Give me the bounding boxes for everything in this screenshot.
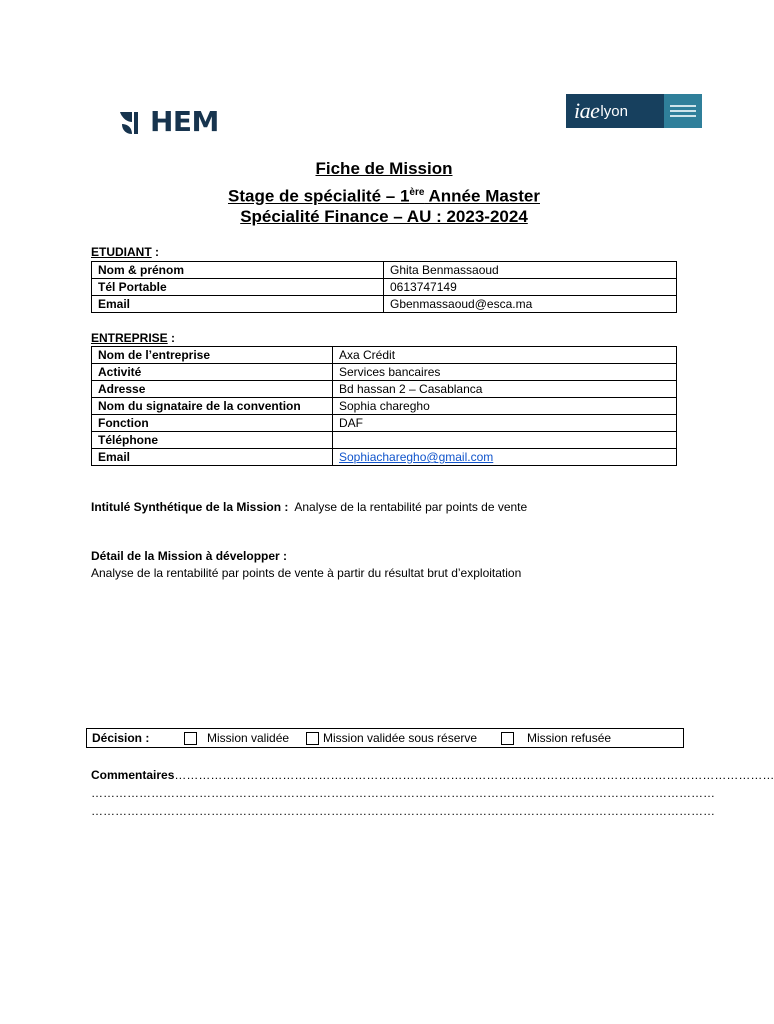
table-key: Adresse [92, 381, 333, 398]
table-value [333, 432, 677, 449]
company-email-link[interactable]: Sophiacharegho@gmail.com [339, 450, 494, 464]
page-title-line1: Fiche de Mission [315, 159, 453, 178]
table-row [92, 347, 677, 364]
hem-leaf-icon [118, 108, 146, 136]
table-row [92, 432, 677, 449]
mission-detail-label: Détail de la Mission à développer : [91, 549, 288, 563]
option-mission-refusee: Mission refusée [527, 731, 612, 745]
page-title-line2: Stage de spécialité – 1ère Année Master [227, 186, 540, 206]
table-key: Nom du signataire de la convention [92, 398, 333, 415]
checkbox-mission-refusee[interactable] [501, 732, 514, 745]
comments-label: Commentaires [91, 768, 175, 782]
table-value: Ghita Benmassaoud [384, 262, 677, 279]
mission-title-line [91, 500, 527, 514]
decision-label: Décision : [92, 731, 150, 745]
hem-logo-text: HEM [150, 105, 219, 138]
table-row [92, 381, 677, 398]
table-key: Fonction [92, 415, 333, 432]
table-row [92, 398, 677, 415]
mission-title-label: Intitulé Synthétique de la Mission : [91, 500, 289, 514]
student-section-label: ETUDIANT : [91, 245, 160, 259]
decision-box [86, 728, 684, 748]
table-row [92, 296, 677, 313]
iae-logo-text: iae [574, 98, 600, 123]
comments-line-3[interactable]: ………………………………………………………………………………………………………………………………………… [91, 804, 715, 818]
table-row [92, 449, 677, 466]
lyon-logo-text: lyon [600, 102, 628, 120]
page-title-line3: Spécialité Finance – AU : 2023-2024 [240, 207, 528, 226]
option-mission-validee: Mission validée [207, 731, 290, 745]
table-value [333, 449, 677, 466]
comments-line-1[interactable]: Commentaires…………………………………………………………………………………………………………………………………… [91, 768, 774, 782]
table-value: Bd hassan 2 – Casablanca [333, 381, 677, 398]
iae-lyon-logo [566, 94, 702, 128]
table-key: Téléphone [92, 432, 333, 449]
checkbox-mission-validee-sous-reserve[interactable] [306, 732, 319, 745]
student-table [91, 261, 677, 313]
mission-detail-value: Analyse de la rentabilité par points de vente à partir du résultat brut d’exploitation [91, 566, 522, 580]
table-key: Tél Portable [92, 279, 384, 296]
table-value: Gbenmassaoud@esca.ma [384, 296, 677, 313]
comments-line-2[interactable]: ………………………………………………………………………………………………………………………………………… [91, 786, 715, 800]
hem-logo [118, 105, 219, 139]
table-row [92, 262, 677, 279]
mission-title-value: Analyse de la rentabilité par points de vente [294, 500, 528, 514]
table-value: Sophia charegho [333, 398, 677, 415]
company-table [91, 346, 677, 466]
option-mission-validee-sous-reserve: Mission validée sous réserve [323, 731, 478, 745]
company-section-label: ENTREPRISE : [91, 331, 176, 345]
table-key: Activité [92, 364, 333, 381]
table-value: Axa Crédit [333, 347, 677, 364]
table-value: DAF [333, 415, 677, 432]
checkbox-mission-validee[interactable] [184, 732, 197, 745]
table-key: Email [92, 449, 333, 466]
table-value: 0613747149 [384, 279, 677, 296]
table-row [92, 279, 677, 296]
table-key: Nom de l’entreprise [92, 347, 333, 364]
table-key: Nom & prénom [92, 262, 384, 279]
table-key: Email [92, 296, 384, 313]
table-value: Services bancaires [333, 364, 677, 381]
table-row [92, 415, 677, 432]
table-row [92, 364, 677, 381]
iae-logo-strip [664, 94, 702, 128]
